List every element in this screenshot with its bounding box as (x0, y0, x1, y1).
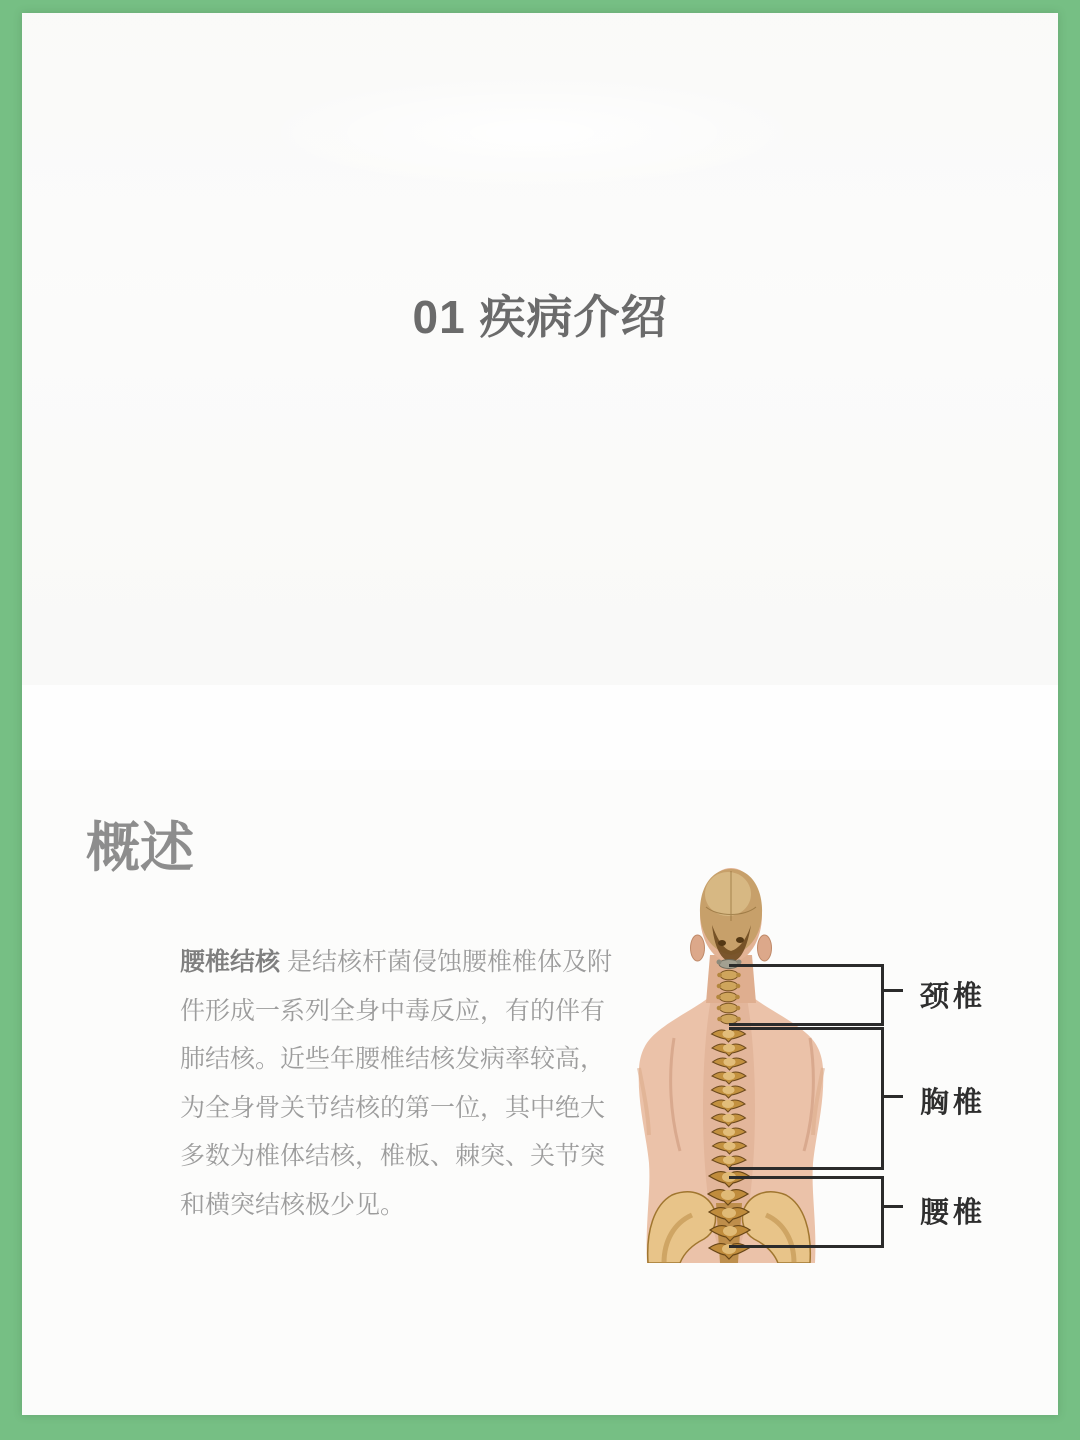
thoracic-tick-line (881, 1095, 903, 1098)
overview-paragraph (180, 938, 650, 1229)
lumbar-tick-line (881, 1205, 903, 1208)
thoracic-label: 胸椎 (920, 1087, 987, 1119)
document-page (22, 13, 1058, 1415)
paragraph-line (180, 938, 650, 987)
paper-shading-mid (22, 685, 1058, 770)
paragraph-line (180, 987, 650, 1036)
thoracic-bracket-line (729, 1027, 884, 1170)
paragraph-line (180, 1035, 650, 1084)
paragraph-line (180, 1084, 650, 1133)
cervical-tick-line (881, 989, 903, 992)
paragraph-text: 是结核杆菌侵蚀腰椎椎体及附 (280, 948, 612, 976)
lumbar-label: 腰椎 (920, 1197, 987, 1229)
paragraph-lead-bold: 腰椎结核 (180, 948, 281, 976)
paragraph-text: 多数为椎体结核，椎板、棘突、关节突 (180, 1142, 606, 1170)
cervical-bracket-line (729, 964, 884, 1026)
paragraph-line (180, 1181, 650, 1230)
paragraph-text: 和横突结核极少见。 (180, 1190, 406, 1219)
paragraph-text: 为全身骨关节结核的第一位，其中绝大 (180, 1093, 606, 1122)
paragraph-text: 肺结核。近些年腰椎结核发病率较高， (180, 1045, 606, 1073)
section-title: 01 疾病介绍 (412, 291, 668, 343)
paragraph-text: 件形成一系列全身中毒反应，有的伴有 (180, 996, 606, 1025)
cervical-label: 颈椎 (920, 981, 987, 1013)
paragraph-line (180, 1132, 650, 1181)
lumbar-bracket-line (729, 1176, 884, 1248)
paper-light-streak (252, 73, 812, 193)
head-skull (691, 868, 772, 962)
overview-heading: 概述 (86, 818, 194, 878)
